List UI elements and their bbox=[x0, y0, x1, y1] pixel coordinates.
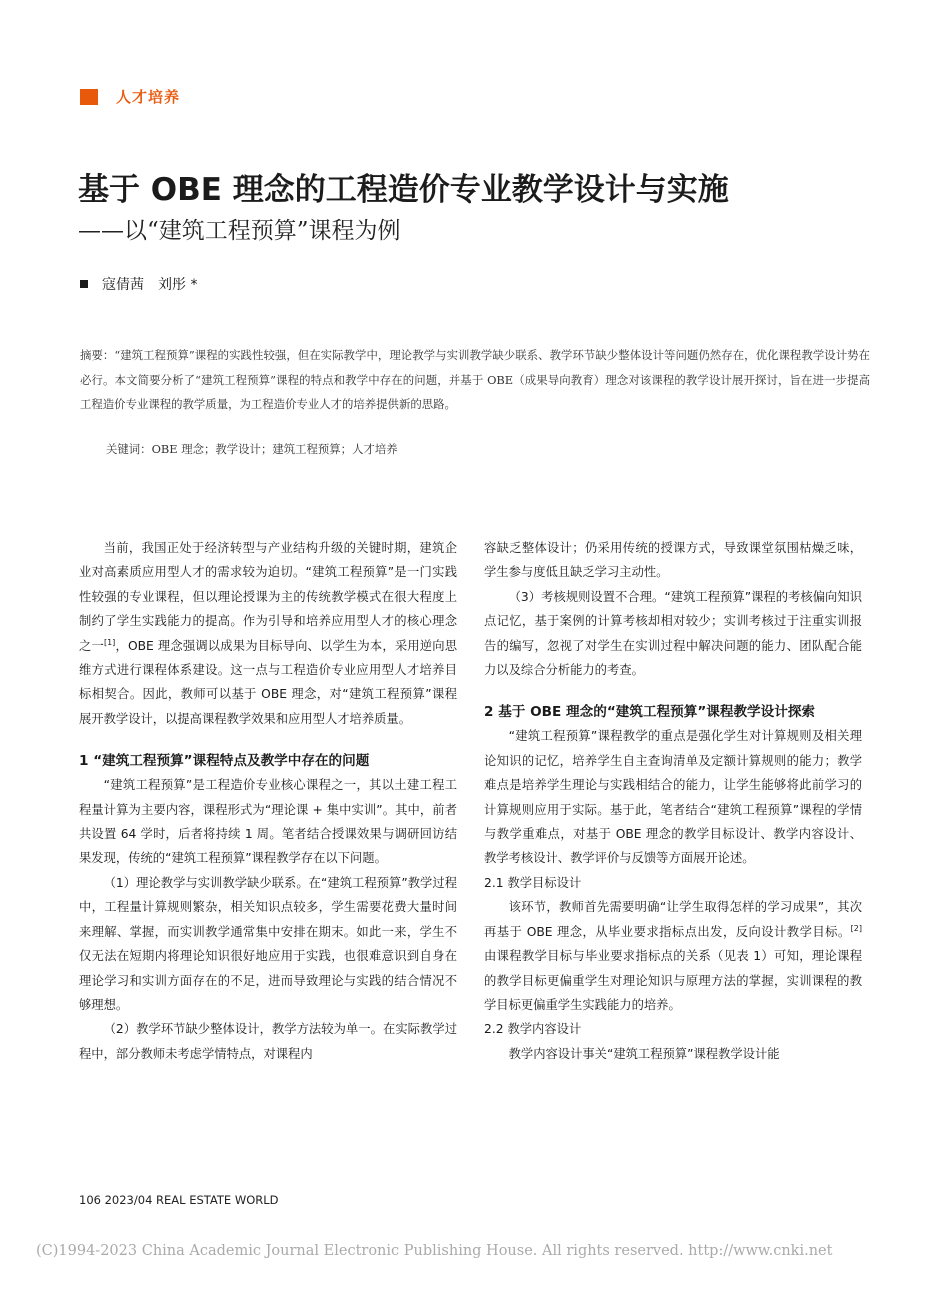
body-paragraph: 容缺乏整体设计；仍采用传统的授课方式，导致课堂氛围枯燥乏味，学生参与度低且缺乏学习主动性。 bbox=[484, 541, 862, 580]
right-column bbox=[484, 536, 862, 1066]
copyright-notice: (C)1994-2023 China Academic Journal Electronic Publishing House. All rights reserved. http://www.cnki.net bbox=[36, 1243, 833, 1259]
article-subtitle: ——以“建筑工程预算”课程为例 bbox=[78, 218, 401, 244]
body-paragraph: 该环节，教师首先需要明确“让学生取得怎样的学习成果”，其次再基于 OBE 理念，从毕业要求指标点出发，反向设计教学目标。[2] 由课程教学目标与毕业要求指标点的关系（见表 1）可知，理论课程的教学目标更偏重学生对理论知识与原理方法的掌握，实训课程的教学目标更偏重学生实践能力的培养。 bbox=[484, 900, 862, 1012]
author-marker-square bbox=[80, 280, 88, 288]
abstract: 摘要：“建筑工程预算”课程的实践性较强，但在实际教学中，理论教学与实训教学缺少联系、教学环节缺少整体设计等问题仍然存在，优化课程教学设计势在必行。本文简要分析了“建筑工程预算”课程的特点和教学中存在的问题，并基于 OBE（成果导向教育）理念对该课程的教学设计展开探讨，旨在进一步提高工程造价专业课程的教学质量，为工程造价专业人才的培养提供新的思路。 bbox=[80, 348, 870, 411]
page-footer: 106 2023/04 REAL ESTATE WORLD bbox=[79, 1193, 279, 1207]
article-title: 基于 OBE 理念的工程造价专业教学设计与实施 bbox=[78, 172, 729, 208]
section-marker-square bbox=[80, 89, 98, 105]
subsection-heading-2-2: 2.2 教学内容设计 bbox=[484, 1022, 582, 1037]
intro-paragraph: 当前，我国正处于经济转型与产业结构升级的关键时期，建筑企业对高素质应用型人才的需求较为迫切。“建筑工程预算”是一门实践性较强的专业课程，但以理论授课为主的传统教学模式在很大程度上制约了学生实践能力的提高。作为引导和培养应用型人才的核心理念之一[1]，OBE 理念强调以成果为目标导向、以学生为本，采用逆向思维方式进行课程体系建设。这一点与工程造价专业应用型人才培养目标相契合。因此，教师可以基于 OBE 理念，对“建筑工程预算”课程展开教学设计，以提高课程教学效果和应用型人才培养质量。 bbox=[79, 541, 457, 726]
section-heading-1: 1 “建筑工程预算”课程特点及教学中存在的问题 bbox=[79, 753, 370, 770]
section-name: 人才培养 bbox=[116, 88, 181, 106]
keywords: 关键词：OBE 理念；教学设计；建筑工程预算；人才培养 bbox=[106, 442, 398, 456]
body-paragraph: 教学内容设计事关“建筑工程预算”课程教学设计能 bbox=[508, 1046, 780, 1061]
subsection-heading-2-1: 2.1 教学目标设计 bbox=[484, 875, 582, 890]
body-paragraph: （1）理论教学与实训教学缺少联系。在“建筑工程预算”教学过程中，工程量计算规则繁杂，相关知识点较多，学生需要花费大量时间来理解、掌握，而实训教学通常集中安排在期末。如此一来，学生不仅无法在短期内将理论知识很好地应用于实践，也很难意识到自身在理论学习和实训方面存在的不足，进而导致理论与实践的结合情况不够理想。 bbox=[79, 875, 457, 1012]
citation-ref: [2] bbox=[850, 923, 862, 933]
body-paragraph: （2）教学环节缺少整体设计，教学方法较为单一。在实际教学过程中，部分教师未考虑学情特点，对课程内 bbox=[79, 1022, 457, 1061]
authors: 寇倩茜 刘彤 * bbox=[102, 277, 198, 293]
author-line bbox=[80, 274, 197, 294]
citation-ref: [1] bbox=[103, 637, 116, 647]
section-heading-2: 2 基于 OBE 理念的“建筑工程预算”课程教学设计探索 bbox=[484, 704, 816, 721]
body-paragraph: “建筑工程预算”是工程造价专业核心课程之一，其以土建工程工程量计算为主要内容，课程形式为“理论课 + 集中实训”。其中，前者共设置 64 学时，后者将持续 1 周。笔者结合授课效果与调研回访结果发现，传统的“建筑工程预算”课程教学存在以下问题。 bbox=[79, 778, 457, 866]
section-label bbox=[80, 86, 180, 107]
body-paragraph: “建筑工程预算”课程教学的重点是强化学生对计算规则及相关理论知识的记忆，培养学生自主查询清单及定额计算规则的能力；教学难点是培养学生理论与实践相结合的能力，让学生能够将此前学习的计算规则应用于实际。基于此，笔者结合“建筑工程预算”课程的学情与教学重难点，对基于 OBE 理念的教学目标设计、教学内容设计、教学考核设计、教学评价与反馈等方面展开论述。 bbox=[484, 729, 862, 866]
body-paragraph: （3）考核规则设置不合理。“建筑工程预算”课程的考核偏向知识点记忆，基于案例的计算考核却相对较少；实训考核过于注重实训报告的编写，忽视了对学生在实训过程中解决问题的能力、团队配合能力以及综合分析能力的考查。 bbox=[484, 589, 862, 678]
left-column bbox=[79, 536, 457, 1066]
